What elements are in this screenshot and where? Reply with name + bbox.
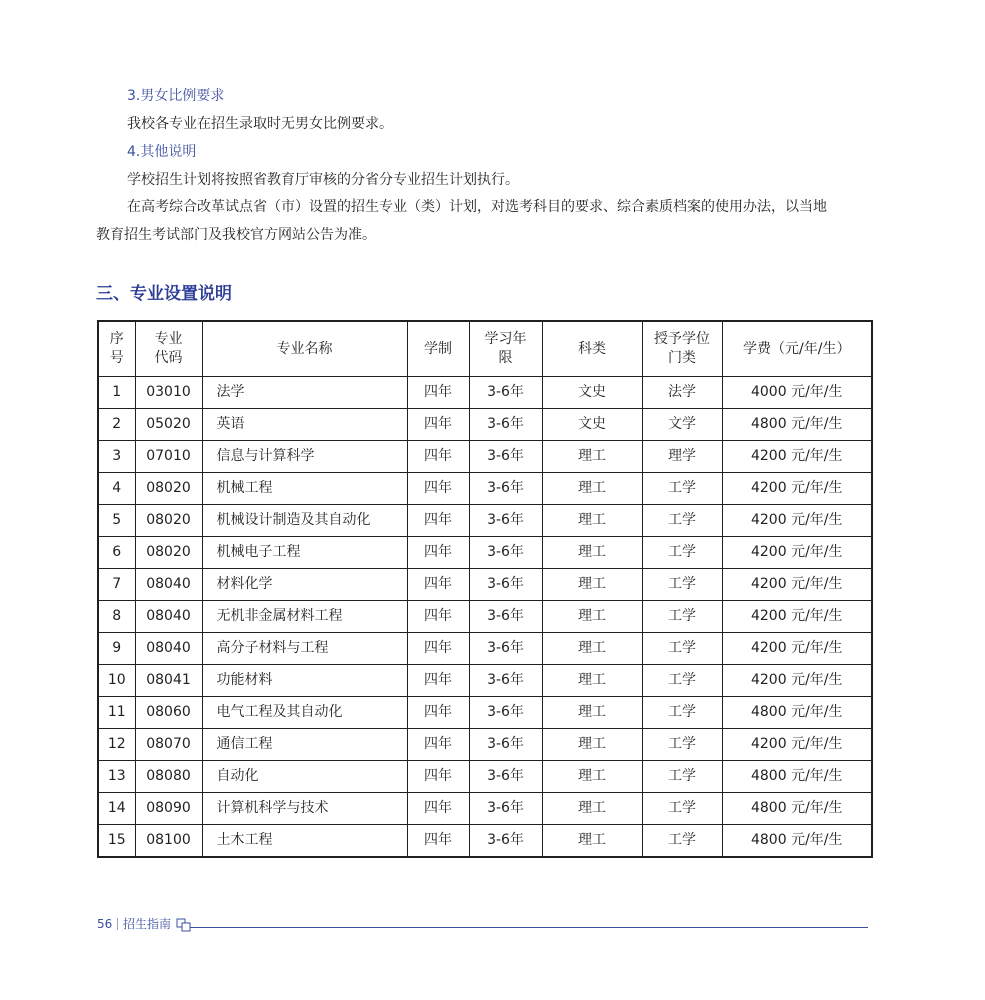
cell-category: 理工	[542, 441, 642, 473]
table-row	[98, 409, 872, 441]
page-number: 56	[97, 917, 113, 931]
cell-index: 7	[98, 569, 135, 601]
cell-degree: 文学	[642, 409, 722, 441]
cell-code: 05020	[135, 409, 202, 441]
cell-duration: 四年	[407, 633, 469, 665]
cell-code: 08041	[135, 665, 202, 697]
subheading-gender-ratio: 3.男女比例要求	[127, 88, 225, 104]
cell-degree: 理学	[642, 441, 722, 473]
cell-code: 08020	[135, 505, 202, 537]
table-header-row	[98, 321, 872, 377]
cell-study-years: 3-6年	[469, 793, 542, 825]
table-row	[98, 377, 872, 409]
cell-duration: 四年	[407, 761, 469, 793]
cell-tuition: 4200 元/年/生	[722, 633, 872, 665]
cell-tuition: 4200 元/年/生	[722, 601, 872, 633]
cell-major-name: 通信工程	[202, 729, 407, 761]
cell-tuition: 4200 元/年/生	[722, 473, 872, 505]
cell-category: 理工	[542, 729, 642, 761]
cell-degree: 工学	[642, 473, 722, 505]
cell-duration: 四年	[407, 729, 469, 761]
cell-index: 5	[98, 505, 135, 537]
cell-study-years: 3-6年	[469, 409, 542, 441]
cell-index: 13	[98, 761, 135, 793]
double-square-icon	[176, 918, 192, 932]
cell-category: 理工	[542, 569, 642, 601]
cell-code: 08020	[135, 537, 202, 569]
cell-study-years: 3-6年	[469, 729, 542, 761]
majors-table	[97, 320, 873, 858]
cell-code: 08040	[135, 601, 202, 633]
cell-category: 理工	[542, 537, 642, 569]
cell-study-years: 3-6年	[469, 473, 542, 505]
cell-tuition: 4800 元/年/生	[722, 697, 872, 729]
cell-index: 4	[98, 473, 135, 505]
table-row	[98, 601, 872, 633]
table-row	[98, 825, 872, 858]
col-header-name: 专业名称	[202, 321, 407, 377]
cell-degree: 工学	[642, 729, 722, 761]
cell-duration: 四年	[407, 793, 469, 825]
cell-major-name: 材料化学	[202, 569, 407, 601]
cell-study-years: 3-6年	[469, 825, 542, 858]
cell-major-name: 无机非金属材料工程	[202, 601, 407, 633]
table-row	[98, 697, 872, 729]
cell-duration: 四年	[407, 537, 469, 569]
cell-category: 理工	[542, 697, 642, 729]
table-row	[98, 793, 872, 825]
cell-study-years: 3-6年	[469, 377, 542, 409]
cell-degree: 工学	[642, 793, 722, 825]
cell-category: 文史	[542, 409, 642, 441]
cell-category: 理工	[542, 601, 642, 633]
cell-tuition: 4200 元/年/生	[722, 729, 872, 761]
cell-code: 08070	[135, 729, 202, 761]
cell-major-name: 机械电子工程	[202, 537, 407, 569]
cell-major-name: 机械工程	[202, 473, 407, 505]
footer-title: 招生指南	[123, 917, 172, 931]
cell-duration: 四年	[407, 473, 469, 505]
cell-tuition: 4800 元/年/生	[722, 793, 872, 825]
cell-category: 理工	[542, 633, 642, 665]
cell-tuition: 4200 元/年/生	[722, 505, 872, 537]
cell-index: 3	[98, 441, 135, 473]
cell-duration: 四年	[407, 505, 469, 537]
table-row	[98, 473, 872, 505]
cell-duration: 四年	[407, 697, 469, 729]
cell-duration: 四年	[407, 441, 469, 473]
cell-tuition: 4800 元/年/生	[722, 409, 872, 441]
cell-category: 文史	[542, 377, 642, 409]
cell-study-years: 3-6年	[469, 537, 542, 569]
cell-major-name: 高分子材料与工程	[202, 633, 407, 665]
cell-code: 03010	[135, 377, 202, 409]
cell-index: 15	[98, 825, 135, 858]
cell-degree: 工学	[642, 601, 722, 633]
cell-tuition: 4000 元/年/生	[722, 377, 872, 409]
col-header-degree: 授予学位 门类	[642, 321, 722, 377]
cell-duration: 四年	[407, 569, 469, 601]
table-row	[98, 537, 872, 569]
cell-degree: 工学	[642, 761, 722, 793]
cell-study-years: 3-6年	[469, 601, 542, 633]
cell-tuition: 4200 元/年/生	[722, 665, 872, 697]
col-header-code: 专业 代码	[135, 321, 202, 377]
cell-major-name: 机械设计制造及其自动化	[202, 505, 407, 537]
cell-code: 08090	[135, 793, 202, 825]
cell-tuition: 4800 元/年/生	[722, 825, 872, 858]
table-row	[98, 569, 872, 601]
cell-degree: 工学	[642, 825, 722, 858]
table-row	[98, 729, 872, 761]
table-row	[98, 761, 872, 793]
cell-study-years: 3-6年	[469, 665, 542, 697]
cell-degree: 工学	[642, 633, 722, 665]
cell-index: 8	[98, 601, 135, 633]
cell-tuition: 4800 元/年/生	[722, 761, 872, 793]
cell-study-years: 3-6年	[469, 697, 542, 729]
cell-category: 理工	[542, 793, 642, 825]
cell-degree: 工学	[642, 537, 722, 569]
cell-code: 08060	[135, 697, 202, 729]
footer-separator	[117, 918, 118, 930]
cell-major-name: 土木工程	[202, 825, 407, 858]
cell-study-years: 3-6年	[469, 505, 542, 537]
cell-index: 14	[98, 793, 135, 825]
footer-rule	[190, 927, 868, 928]
cell-category: 理工	[542, 665, 642, 697]
cell-study-years: 3-6年	[469, 633, 542, 665]
table-row	[98, 633, 872, 665]
cell-duration: 四年	[407, 825, 469, 858]
cell-tuition: 4200 元/年/生	[722, 569, 872, 601]
cell-duration: 四年	[407, 665, 469, 697]
cell-code: 08040	[135, 633, 202, 665]
subheading-other-notes: 4.其他说明	[127, 144, 197, 160]
cell-major-name: 法学	[202, 377, 407, 409]
cell-code: 08040	[135, 569, 202, 601]
cell-study-years: 3-6年	[469, 441, 542, 473]
col-header-duration: 学制	[407, 321, 469, 377]
cell-code: 08080	[135, 761, 202, 793]
cell-index: 12	[98, 729, 135, 761]
cell-code: 08020	[135, 473, 202, 505]
table-row	[98, 665, 872, 697]
cell-degree: 工学	[642, 697, 722, 729]
cell-duration: 四年	[407, 377, 469, 409]
cell-study-years: 3-6年	[469, 569, 542, 601]
cell-major-name: 功能材料	[202, 665, 407, 697]
cell-major-name: 自动化	[202, 761, 407, 793]
cell-duration: 四年	[407, 601, 469, 633]
col-header-tuition: 学费（元/年/生）	[722, 321, 872, 377]
table-body	[98, 377, 872, 858]
col-header-category: 科类	[542, 321, 642, 377]
table-row	[98, 505, 872, 537]
cell-major-name: 信息与计算科学	[202, 441, 407, 473]
cell-code: 08100	[135, 825, 202, 858]
col-header-index: 序 号	[98, 321, 135, 377]
cell-index: 10	[98, 665, 135, 697]
cell-degree: 工学	[642, 505, 722, 537]
paragraph-reform-line1: 在高考综合改革试点省（市）设置的招生专业（类）计划，对选考科目的要求、综合素质档案的使用办法，以当地	[127, 199, 827, 215]
cell-category: 理工	[542, 473, 642, 505]
cell-study-years: 3-6年	[469, 761, 542, 793]
paragraph-reform-line2: 教育招生考试部门及我校官方网站公告为准。	[96, 227, 376, 243]
cell-category: 理工	[542, 761, 642, 793]
cell-major-name: 英语	[202, 409, 407, 441]
cell-code: 07010	[135, 441, 202, 473]
paragraph-gender-ratio: 我校各专业在招生录取时无男女比例要求。	[127, 116, 393, 132]
cell-index: 6	[98, 537, 135, 569]
cell-category: 理工	[542, 505, 642, 537]
cell-degree: 工学	[642, 665, 722, 697]
cell-index: 11	[98, 697, 135, 729]
cell-duration: 四年	[407, 409, 469, 441]
cell-major-name: 计算机科学与技术	[202, 793, 407, 825]
cell-index: 1	[98, 377, 135, 409]
cell-index: 2	[98, 409, 135, 441]
cell-tuition: 4200 元/年/生	[722, 537, 872, 569]
col-header-study-years: 学习年 限	[469, 321, 542, 377]
table-row	[98, 441, 872, 473]
cell-category: 理工	[542, 825, 642, 858]
cell-major-name: 电气工程及其自动化	[202, 697, 407, 729]
cell-degree: 法学	[642, 377, 722, 409]
cell-index: 9	[98, 633, 135, 665]
paragraph-plan-execution: 学校招生计划将按照省教育厅审核的分省分专业招生计划执行。	[127, 172, 519, 188]
cell-degree: 工学	[642, 569, 722, 601]
cell-tuition: 4200 元/年/生	[722, 441, 872, 473]
section-title: 三、专业设置说明	[96, 284, 232, 304]
